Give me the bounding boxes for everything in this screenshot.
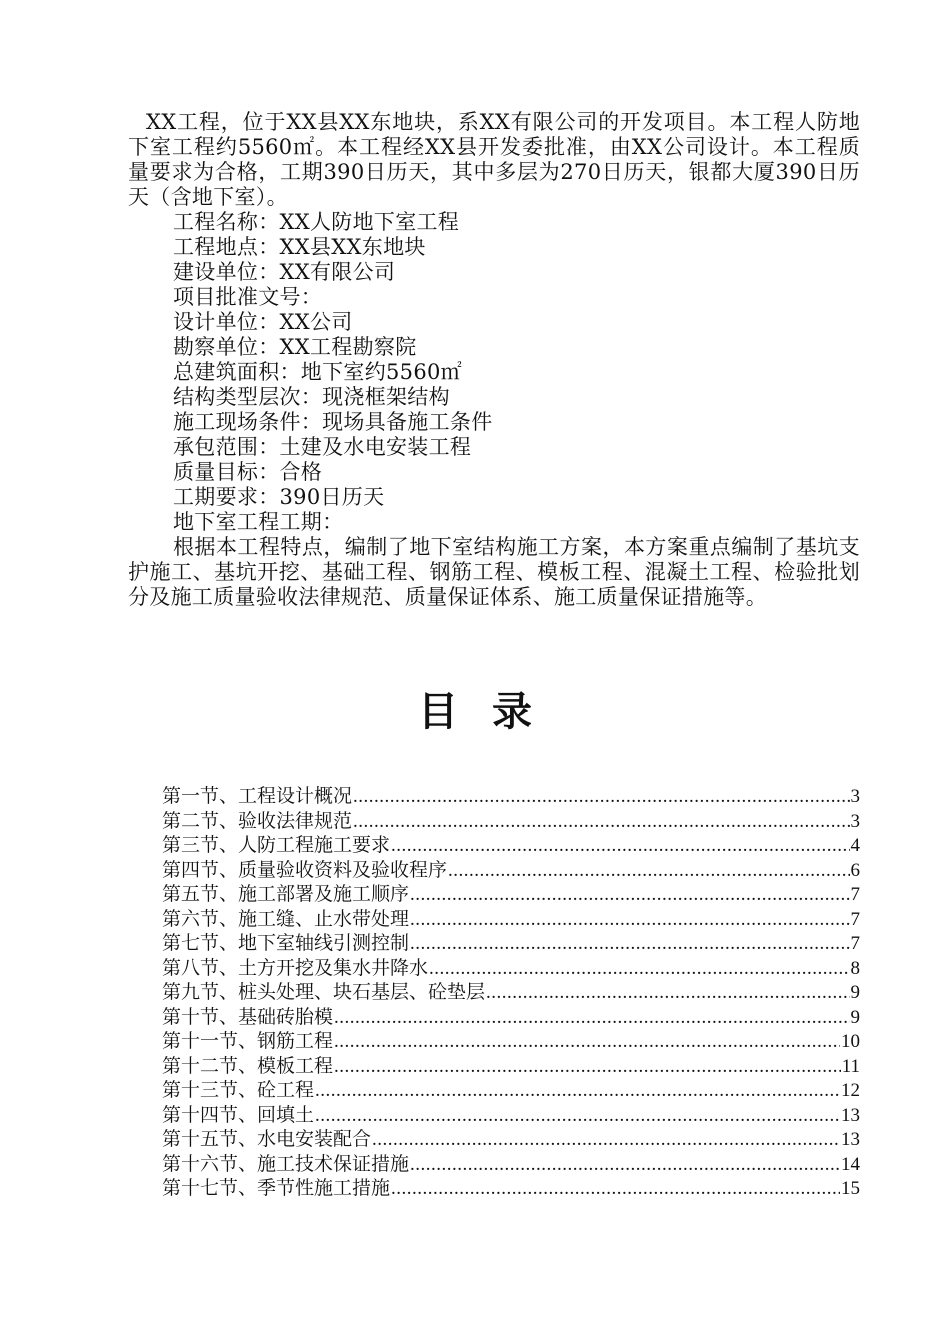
toc-entry-page: 7	[850, 908, 860, 930]
toc-entry-page: 3	[850, 786, 860, 807]
toc-entry-label: 第十五节、水电安装配合	[162, 1129, 372, 1150]
toc-entry[interactable]	[162, 883, 860, 908]
toc-entry-page: 7	[850, 933, 860, 954]
toc-leader-dots	[391, 834, 849, 859]
field-survey-unit: 勘察单位：XX工程勘察院	[173, 335, 417, 359]
toc-entry[interactable]	[162, 1177, 860, 1202]
toc-entry[interactable]	[162, 932, 860, 957]
table-of-contents	[162, 785, 860, 1202]
toc-entry-label: 第九节、桩头处理、块石基层、砼垫层	[162, 982, 486, 1003]
toc-leader-dots	[486, 981, 849, 1006]
toc-leader-dots	[353, 785, 849, 810]
toc-entry[interactable]	[162, 1079, 860, 1104]
field-site-conditions: 施工现场条件：现场具备施工条件	[173, 410, 493, 434]
toc-entry[interactable]	[162, 981, 860, 1006]
toc-entry-page: 12	[841, 1080, 860, 1101]
toc-entry-label: 第四节、质量验收资料及验收程序	[162, 859, 448, 881]
toc-leader-dots	[410, 932, 849, 957]
toc-entry-label: 第八节、土方开挖及集水井降水	[162, 957, 429, 979]
toc-leader-dots	[410, 883, 849, 908]
closing-paragraph: 根据本工程特点，编制了地下室结构施工方案，本方案重点编制了基坑支护施工、基坑开挖、基础工程、钢筋工程、模板工程、混凝土工程、检验批划分及施工质量验收法律规范、质量保证体系、施工质量保证措施等。	[128, 535, 860, 609]
toc-entry-page: 3	[850, 810, 860, 832]
toc-entry-label: 第十一节、钢筋工程	[162, 1031, 334, 1052]
toc-entry[interactable]	[162, 1055, 860, 1080]
toc-entry-page: 13	[841, 1129, 860, 1150]
toc-entry[interactable]	[162, 859, 860, 884]
toc-entry-page: 15	[841, 1178, 860, 1199]
toc-entry-page: 13	[841, 1104, 860, 1126]
toc-leader-dots	[448, 859, 849, 884]
lead-paragraph: XX工程，位于XX县XX东地块，系XX有限公司的开发项目。本工程人防地下室工程约5560㎡。本工程经XX县开发委批准，由XX公司设计。本工程质量要求为合格，工期390日历天，其中多层为270日历天，银都大厦390日历天（含地下室）。	[128, 110, 860, 209]
toc-leader-dots	[410, 1153, 840, 1178]
toc-entry-label: 第十六节、施工技术保证措施	[162, 1153, 410, 1175]
toc-leader-dots	[334, 1030, 840, 1055]
project-overview	[128, 110, 860, 610]
field-approval-number: 项目批准文号：	[173, 285, 323, 309]
toc-entry-label: 第十七节、季节性施工措施	[162, 1178, 391, 1199]
toc-leader-dots	[429, 957, 849, 982]
toc-entry[interactable]	[162, 785, 860, 810]
toc-entry-page: 14	[841, 1153, 860, 1175]
toc-entry[interactable]	[162, 957, 860, 982]
toc-entry-label: 第一节、工程设计概况	[162, 786, 353, 807]
toc-entry-label: 第七节、地下室轴线引测控制	[162, 933, 410, 954]
toc-entry-page: 7	[850, 884, 860, 905]
toc-leader-dots	[410, 908, 849, 933]
toc-entry[interactable]	[162, 1030, 860, 1055]
toc-entry-label: 第十节、基础砖胎模	[162, 1006, 334, 1028]
toc-leader-dots	[315, 1104, 840, 1129]
toc-title: 目录	[418, 688, 566, 735]
toc-entry[interactable]	[162, 810, 860, 835]
toc-leader-dots	[391, 1177, 840, 1202]
toc-entry-label: 第十四节、回填土	[162, 1104, 315, 1126]
field-structure-type: 结构类型层次：现浇框架结构	[173, 385, 450, 409]
field-project-location: 工程地点：XX县XX东地块	[173, 235, 426, 259]
toc-entry-label: 第二节、验收法律规范	[162, 810, 353, 832]
toc-entry-page: 9	[850, 1006, 860, 1028]
toc-entry-page: 4	[850, 835, 860, 856]
toc-entry[interactable]	[162, 834, 860, 859]
toc-entry-page: 11	[841, 1055, 860, 1077]
field-quality-target: 质量目标：合格	[173, 460, 323, 484]
toc-entry-label: 第六节、施工缝、止水带处理	[162, 908, 410, 930]
toc-entry-page: 8	[850, 957, 860, 979]
field-project-name: 工程名称：XX人防地下室工程	[173, 210, 460, 234]
toc-entry[interactable]	[162, 908, 860, 933]
toc-entry-label: 第三节、人防工程施工要求	[162, 835, 391, 856]
field-contract-scope: 承包范围：土建及水电安装工程	[173, 435, 472, 459]
toc-leader-dots	[372, 1128, 840, 1153]
field-design-unit: 设计单位：XX公司	[173, 310, 353, 334]
toc-entry-label: 第十二节、模板工程	[162, 1055, 334, 1077]
field-schedule-requirement: 工期要求：390日历天	[173, 485, 385, 509]
field-developer: 建设单位：XX有限公司	[173, 260, 396, 284]
toc-entry-page: 10	[841, 1031, 860, 1052]
field-basement-schedule: 地下室工程工期：	[173, 510, 344, 534]
toc-entry-label: 第十三节、砼工程	[162, 1080, 315, 1101]
toc-entry[interactable]	[162, 1006, 860, 1031]
toc-entry[interactable]	[162, 1153, 860, 1178]
toc-leader-dots	[334, 1055, 841, 1080]
toc-entry-page: 9	[850, 982, 860, 1003]
toc-entry[interactable]	[162, 1128, 860, 1153]
toc-entry-label: 第五节、施工部署及施工顺序	[162, 884, 410, 905]
field-total-area: 总建筑面积：地下室约5560㎡	[173, 360, 462, 384]
toc-entry-page: 6	[850, 859, 860, 881]
toc-leader-dots	[353, 810, 849, 835]
toc-entry[interactable]	[162, 1104, 860, 1129]
toc-leader-dots	[334, 1006, 849, 1031]
toc-leader-dots	[315, 1079, 840, 1104]
